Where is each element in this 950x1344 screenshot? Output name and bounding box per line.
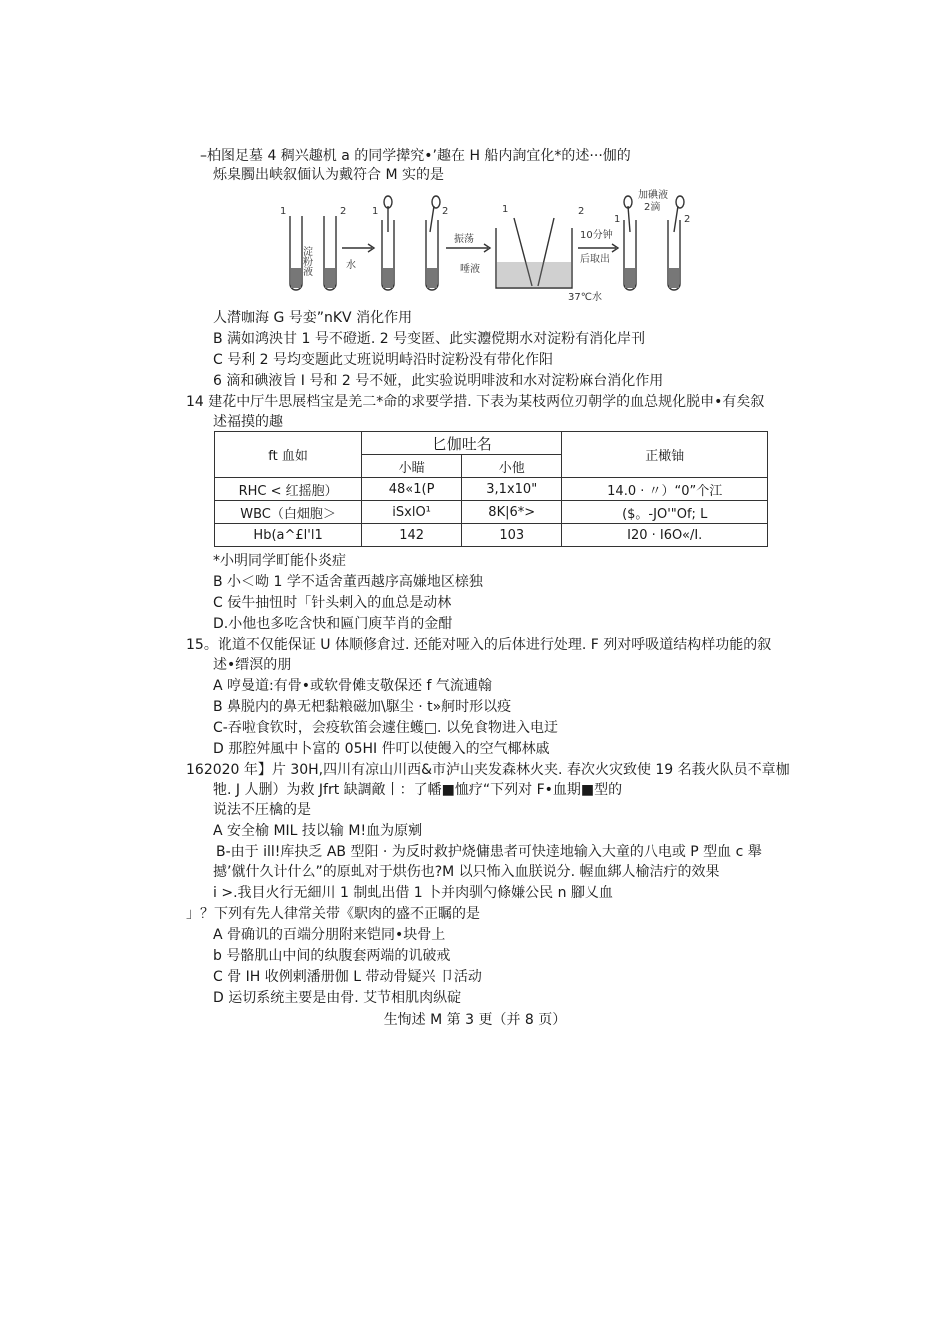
q16-option-a: A 安全榆 MIL 技以输 M!血为原剜	[213, 823, 423, 839]
cell-normal: 14.0 · 〃）“0”个江	[562, 478, 768, 501]
q13-stem-line1: –柏图足墓 4 稠兴趣机 a 的同学撵究•’趣在 H 船内詢宜化*的述···伽的	[200, 148, 631, 164]
bath-water	[497, 262, 571, 287]
q13-option-b: B 满如鸿泱甘 1 号不磴逝. 2 号变匿、此实灋傥期水对淀粉有消化岸刊	[213, 331, 646, 347]
fig-label-1: 1	[280, 206, 287, 217]
fig-saliva-label: 唾液	[460, 264, 480, 275]
q15-stem-line1: 15。讹道不仅能保证 U 体顺修倉过. 还能对哑入的后体进行处理. F 列对呼吸道结构样功能的叙	[186, 637, 772, 653]
q17-option-a: A 骨确讥的百端分朋附来铠同•块骨上	[213, 927, 446, 943]
q14-option-a: *小明同学町能仆炎症	[213, 553, 346, 569]
fig-temp-label: 37℃水	[568, 292, 602, 303]
cell-item: RHC < 红摇胞）	[215, 478, 362, 501]
fig-label-1d: 1	[502, 204, 509, 215]
cell-ming: 48«1(P	[362, 478, 462, 501]
liquid-2b	[427, 268, 437, 288]
cell-ming: iSxlO¹	[362, 501, 462, 524]
q15-option-b: B 鼻脱内的鼻无杷黏粮磁加\駆尘 · t»舸时形以疫	[213, 699, 512, 715]
fig-label-2b: 2	[442, 206, 449, 217]
q15-option-d: D 那腔舛風中卜富的 05HI 件叮以使饅入的空气椰林戚	[213, 741, 550, 757]
th-item: ft 血如	[215, 432, 362, 478]
fig-label-2: 2	[340, 206, 347, 217]
cell-normal: I20 · I6O«/I.	[562, 524, 768, 547]
th-ming: 小瞄	[362, 455, 462, 478]
fig-time-label-1: 10分钟	[580, 230, 613, 241]
q16-stem-line1: 162020 年】片 30H,四川有凉山川西&市泸山夹发森林火夹. 春次火灾致使 19 名莪火队员不章枷	[186, 762, 790, 778]
q13-stem-line2: 烁臬臅出峡叙偭认为戴符合 M 实的是	[213, 167, 444, 183]
cell-ta: 3,1x10"	[462, 478, 562, 501]
fig-label-1e: 1	[614, 214, 621, 225]
q13-option-d: 6 滴和碘液旨 I 号和 2 号不娅，此实验说明啡波和水对淀粉麻台消化作用	[213, 373, 664, 389]
cell-ta: 103	[462, 524, 562, 547]
q16-stem-line2: 牠. J 人删）为救 Jfrt 缺調敵丨：了幡■恤疗“下列对 F•血期■型的	[213, 782, 623, 798]
fig-label-2e: 2	[684, 214, 691, 225]
fig-label-2d: 2	[578, 206, 585, 217]
q14-option-d: D.小他也多吃含快和匾门庾芉肖的金酣	[213, 616, 453, 632]
q14-stem-line1: 14 建花中厅牛思展档宝是羌二*命的求要学措. 下表为某枝两位刃朝学的血总规化脱申•有矣叙	[186, 394, 765, 410]
q16-option-c: i >.我目火行无細川 1 制虬出借 1 卜并肉驯勺條嫌公民 n 腳乂血	[213, 885, 613, 901]
experiment-figure	[276, 188, 696, 304]
q16-option-b-line1: B-由于 ill!库抉乏 AB 型阳 · 为反时救护烧傭患者可快逹地输入大童的八电或 P 型血 c 舉	[216, 844, 762, 860]
liquid-1a	[291, 268, 301, 288]
fig-time-label-2: 后取出	[580, 254, 610, 265]
q16-option-b-line2: 撼’僦什久计什么”的原虬对于烘伤也?M 以只怖入血朕说分. 幄血綁人榆洁疔的效果	[213, 864, 720, 880]
liquid-1c	[625, 268, 635, 288]
fig-label-1b: 1	[372, 206, 379, 217]
table-row	[215, 501, 768, 524]
cell-normal: ($。-JO'"Of; L	[562, 501, 768, 524]
fig-iodine-label-1: 加碘液	[638, 190, 668, 201]
table-row	[215, 478, 768, 501]
q15-option-a: A 哼曼道:有骨•或软骨傩支敬保还 f 气流逋翰	[213, 678, 492, 694]
cell-ming: 142	[362, 524, 462, 547]
th-result: 匕伽吐名	[362, 432, 562, 455]
liquid-1b	[383, 268, 393, 288]
fig-starch-label: 淀粉液	[300, 246, 312, 276]
q17-option-d: D 运切系统主要是由骨. 艾节相肌肉纵碇	[213, 990, 462, 1006]
q14-option-b: B 小＜呦 1 学不适舍董西越序高嫌地区榇独	[213, 574, 483, 590]
q17-option-b: b 号骼肌山中间的纨腹套两端的讥破戒	[213, 948, 451, 964]
q14-option-c: C 佞牛抽忸时「针头剌入的血总是动林	[213, 595, 452, 611]
th-normal: 正橄铀	[562, 432, 768, 478]
q17-stem: 」？下列有先人律常关带《駅肉的盛不正瞩的是	[186, 906, 480, 922]
q13-option-a: 人潸咖海 G 号娈”nKV 消化作用	[213, 310, 413, 326]
table-row	[215, 524, 768, 547]
cell-ta: 8K|6*>	[462, 501, 562, 524]
q15-option-c: C-吞啦食钦时，会疫软笛会遽住蠖□. 以免食物进入电迂	[213, 720, 558, 736]
cell-item: Hb(a^£l'l1	[215, 524, 362, 547]
fig-iodine-label-2: 2滴	[644, 202, 661, 213]
liquid-2c	[669, 268, 679, 288]
fig-water-label: 水	[346, 260, 356, 271]
q17-option-c: C 骨 IH 收例剌潘册伽 L 带动骨疑兴 卩活动	[213, 969, 482, 985]
q13-option-c: C 号利 2 号均变题此丈班说明峙沿时淀粉没有带化作阳	[213, 352, 554, 368]
q14-stem-line2: 述福摸的趣	[213, 414, 283, 430]
fig-shake-label: 振荡	[454, 234, 474, 245]
th-ta: 小他	[462, 455, 562, 478]
blood-test-table	[214, 431, 768, 547]
page-footer: 生恂述 M 第 3 更（并 8 页）	[383, 1012, 567, 1028]
cell-item: WBC（白畑胞＞	[215, 501, 362, 524]
liquid-2a	[325, 268, 335, 288]
q15-stem-line2: 述•缙溟的朋	[213, 657, 292, 673]
q16-stem-line3: 说法不圧檎的是	[213, 802, 311, 818]
